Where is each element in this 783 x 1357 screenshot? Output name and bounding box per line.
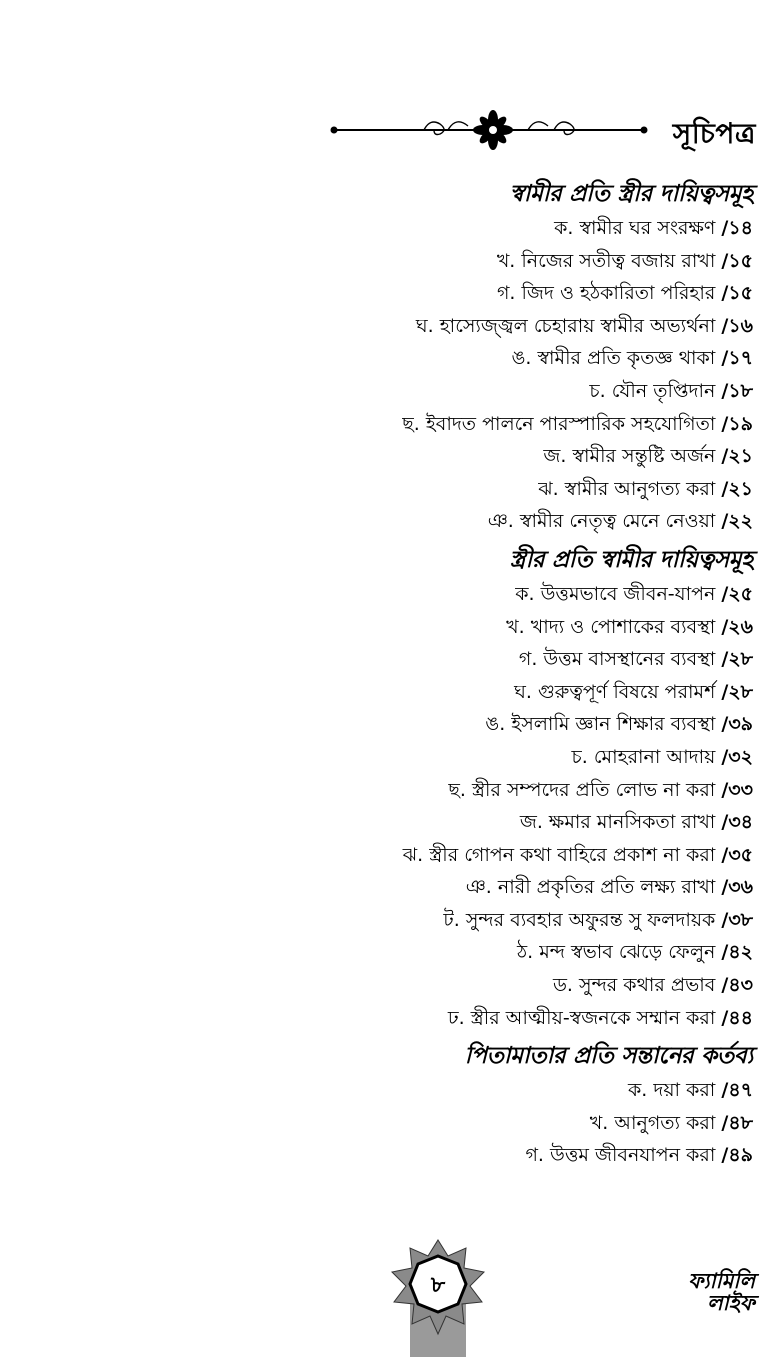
toc-entry xyxy=(323,904,753,937)
toc-entry xyxy=(323,505,753,538)
section-heading: পিতামাতার প্রতি সন্তানের কর্তব্য xyxy=(464,1042,753,1070)
toc-entry xyxy=(323,871,753,904)
toc-entry xyxy=(323,473,753,506)
toc-entry xyxy=(323,708,753,741)
entry-page: /৪৯ xyxy=(721,1144,753,1167)
toc-entry xyxy=(323,969,753,1002)
entry-page: /১৫ xyxy=(721,249,753,272)
entry-page: /২১ xyxy=(721,477,753,500)
brand-line: ফ্যামিলি xyxy=(688,1268,755,1293)
page-number: ৮ xyxy=(430,1273,446,1298)
toc-entry xyxy=(323,611,753,644)
entry-label: ঝ. স্ত্রীর গোপন কথা বাহিরে প্রকাশ না করা xyxy=(402,843,716,866)
entry-label: ট. সুন্দর ব্যবহার অফুরন্ত সু ফলদায়ক xyxy=(443,908,716,931)
toc-entry xyxy=(323,310,753,343)
entry-page: /১৪ xyxy=(721,217,753,239)
entry-label: চ. যৌন তৃপ্তিদান xyxy=(589,379,716,402)
section-heading: স্ত্রীর প্রতি স্বামীর দায়িত্বসমূহ xyxy=(509,545,753,573)
entry-label: জ. ক্ষমার মানসিকতা রাখা xyxy=(519,811,716,834)
entry-page: /২৫ xyxy=(721,582,753,605)
entry-page: /১৬ xyxy=(721,314,753,337)
toc-entry xyxy=(323,408,753,441)
entry-label: ঙ. ইসলামি জ্ঞান শিক্ষার ব্যবস্থা xyxy=(485,713,716,736)
entry-label: গ. উত্তম বাসস্থানের ব্যবস্থা xyxy=(518,648,716,671)
brand-logo xyxy=(645,1270,755,1314)
entry-page: /২১ xyxy=(721,445,753,468)
entry-label: ঘ. গুরুত্বপূর্ণ বিষয়ে পরামর্শ xyxy=(514,680,716,703)
entry-label: ড. সুন্দর কথার প্রভাব xyxy=(552,974,716,997)
entry-label: গ. উত্তম জীবনযাপন করা xyxy=(525,1144,716,1167)
toc-entry xyxy=(323,1107,753,1140)
entry-label: খ. নিজের সতীত্ব বজায় রাখা xyxy=(496,249,716,272)
toc-entry xyxy=(323,375,753,408)
entry-label: খ. খাদ্য ও পোশাকের ব্যবস্থা xyxy=(506,615,716,638)
toc-section xyxy=(323,542,753,1034)
entry-label: ছ. ইবাদত পালনে পারস্পারিক সহযোগিতা xyxy=(402,412,716,435)
entry-label: ছ. স্ত্রীর সম্পদের প্রতি লোভ না করা xyxy=(448,778,716,801)
toc-section xyxy=(323,1038,753,1172)
entry-label: ক. দয়া করা xyxy=(627,1079,716,1102)
table-of-contents xyxy=(323,172,753,1172)
entry-page: /৩৫ xyxy=(721,843,753,866)
entry-label: ক. স্বামীর ঘর সংরক্ষণ xyxy=(554,217,716,239)
entry-page: /১৯ xyxy=(721,412,753,435)
toc-entry xyxy=(323,1002,753,1035)
entry-page: /৪৮ xyxy=(721,1111,753,1134)
entry-page: /৩৯ xyxy=(721,713,753,736)
entry-label: জ. স্বামীর সন্তুষ্টি অর্জন xyxy=(543,445,716,468)
toc-entry xyxy=(323,741,753,774)
toc-entry xyxy=(323,839,753,872)
entry-page: /৪৩ xyxy=(721,974,753,997)
entry-label: ঘ. হাস্যেজ্জ্বল চেহারায় স্বামীর অভ্যর্থনা xyxy=(415,314,716,337)
entry-label: ঞ. নারী প্রকৃতির প্রতি লক্ষ্য রাখা xyxy=(465,876,716,899)
page-number-badge xyxy=(390,1238,486,1357)
entry-page: /২২ xyxy=(721,510,753,533)
entry-page: /১৫ xyxy=(721,282,753,305)
toc-entry xyxy=(323,440,753,473)
entry-page: /৩২ xyxy=(721,745,753,768)
toc-entry xyxy=(323,806,753,839)
toc-entry xyxy=(323,212,753,245)
toc-entry xyxy=(323,936,753,969)
entry-label: ঙ. স্বামীর প্রতি কৃতজ্ঞ থাকা xyxy=(511,347,716,370)
toc-entry xyxy=(323,643,753,676)
entry-page: /৩৬ xyxy=(721,876,753,899)
entry-page: /২৮ xyxy=(721,648,753,671)
toc-header xyxy=(328,108,758,154)
entry-page: /২৬ xyxy=(721,615,753,638)
entry-label: খ. আনুগত্য করা xyxy=(589,1111,716,1134)
entry-label: গ. জিদ ও হঠকারিতা পরিহার xyxy=(496,282,716,305)
toc-entry xyxy=(323,774,753,807)
entry-page: /১৭ xyxy=(721,347,753,370)
page-title: সূচিপত্র xyxy=(672,117,756,150)
entry-page: /৩৩ xyxy=(721,778,753,801)
toc-entry xyxy=(323,245,753,278)
entry-label: ক. উত্তমভাবে জীবন-যাপন xyxy=(515,582,716,605)
entry-page: /১৮ xyxy=(721,379,753,402)
entry-page: /২৮ xyxy=(721,680,753,703)
toc-entry xyxy=(323,277,753,310)
entry-page: /৩৪ xyxy=(721,811,753,834)
entry-page: /৪৭ xyxy=(721,1079,753,1102)
entry-page: /৪৪ xyxy=(721,1006,753,1029)
entry-label: চ. মোহরানা আদায় xyxy=(571,745,716,768)
toc-entry xyxy=(323,342,753,375)
toc-entry xyxy=(323,676,753,709)
toc-entry xyxy=(323,1139,753,1172)
brand-line: লাইফ xyxy=(706,1290,755,1315)
toc-entry xyxy=(323,1074,753,1107)
entry-page: /৪২ xyxy=(721,941,753,964)
toc-entry xyxy=(323,578,753,611)
entry-label: ঢ. স্ত্রীর আত্মীয়-স্বজনকে সম্মান করা xyxy=(447,1006,716,1029)
entry-label: ঝ. স্বামীর আনুগত্য করা xyxy=(538,477,716,500)
section-heading: স্বামীর প্রতি স্ত্রীর দায়িত্বসমূহ xyxy=(509,180,753,207)
entry-page: /৩৮ xyxy=(721,908,753,931)
entry-label: ঞ. স্বামীর নেতৃত্ব মেনে নেওয়া xyxy=(487,510,716,533)
toc-section xyxy=(323,176,753,538)
entry-label: ঠ. মন্দ স্বভাব ঝেড়ে ফেলুন xyxy=(516,941,716,964)
